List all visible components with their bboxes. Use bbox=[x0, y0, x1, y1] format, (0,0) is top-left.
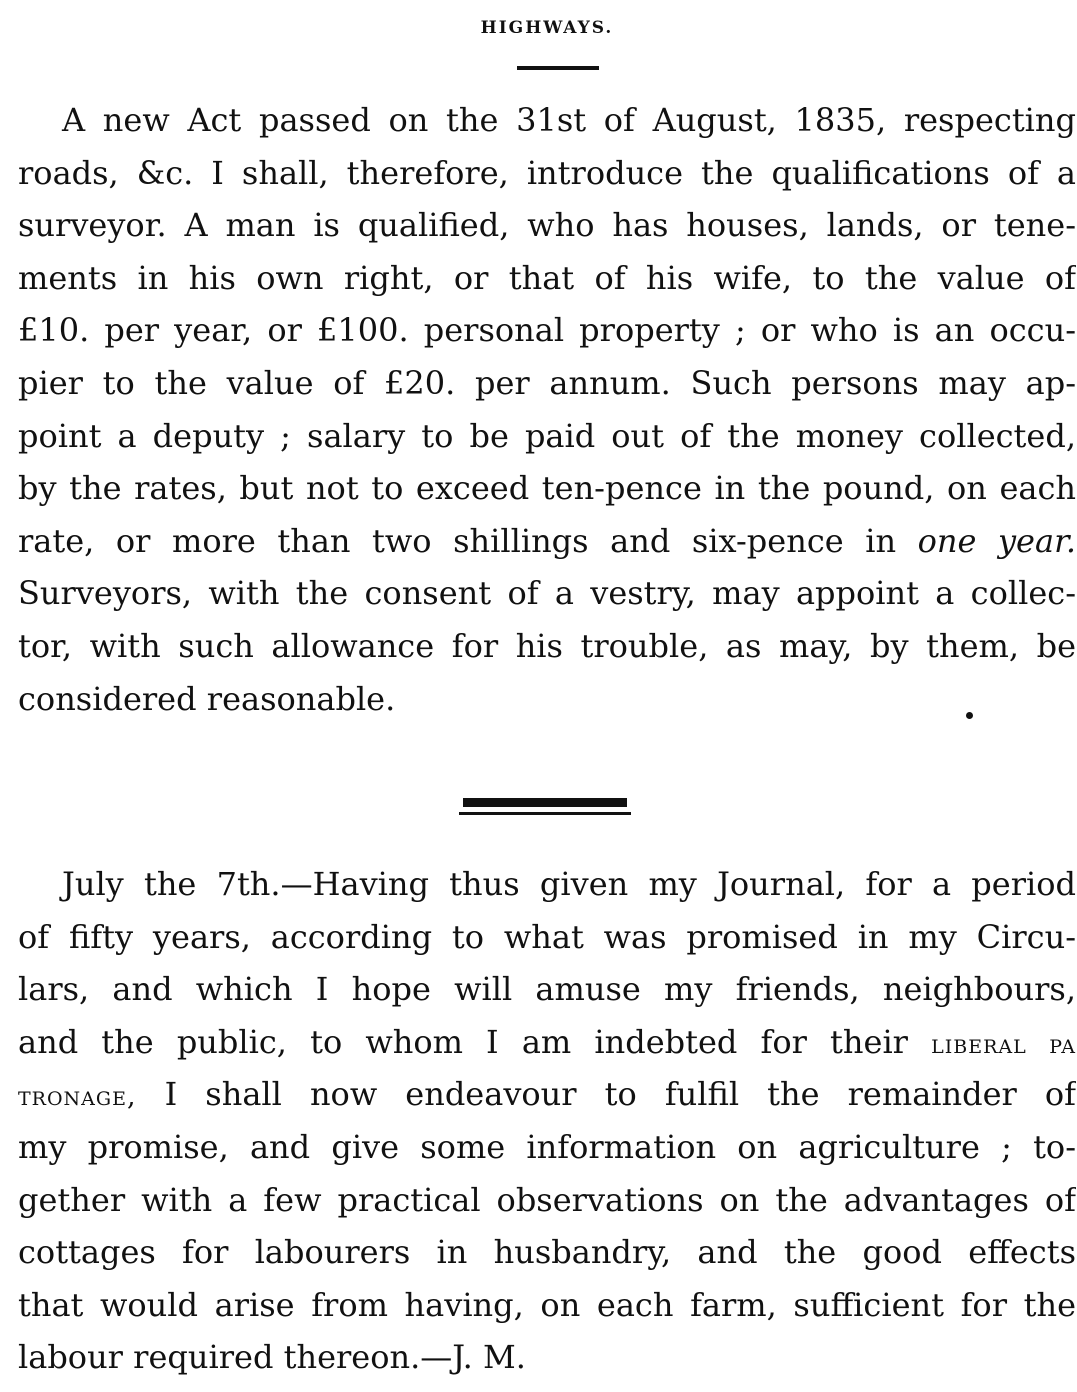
text-line: my promise, and give some information on agriculture ; to- bbox=[18, 1127, 1076, 1166]
text-line: roads, &c. I shall, therefore, introduce the qualifications of a bbox=[18, 153, 1076, 192]
text-line: Surveyors, with the consent of a vestry, may appoint a collec- bbox=[18, 574, 1076, 613]
text-segment: rate, or more than two shillings and six-pence in bbox=[18, 521, 897, 560]
print-speck bbox=[966, 712, 973, 719]
smallcaps-emphasis: tronage, bbox=[18, 1081, 137, 1113]
paragraph-highways bbox=[18, 94, 1076, 725]
text-line: point a deputy ; salary to be paid out of the money collected, bbox=[18, 416, 1076, 455]
text-line: surveyor. A man is qualified, who has houses, lands, or tene- bbox=[18, 206, 1076, 245]
paragraph-journal bbox=[18, 858, 1076, 1384]
text-line: by the rates, but not to exceed ten-pence in the pound, on each bbox=[18, 469, 1076, 508]
text-line: of fifty years, according to what was promised in my Circu- bbox=[18, 917, 1076, 956]
text-line: pier to the value of £20. per annum. Such persons may ap- bbox=[18, 363, 1076, 402]
text-line: ments in his own right, or that of his wife, to the value of bbox=[18, 258, 1076, 297]
italic-emphasis: one year. bbox=[917, 521, 1076, 560]
divider-thick-line bbox=[463, 798, 627, 807]
smallcaps-emphasis: liberal pa bbox=[931, 1028, 1076, 1060]
section-divider bbox=[459, 798, 631, 820]
text-line: considered reasonable. bbox=[18, 679, 396, 718]
text-line-with-italic bbox=[18, 515, 1076, 568]
text-line: tor, with such allowance for his trouble, as may, by them, be bbox=[18, 626, 1076, 665]
text-line-with-smallcaps bbox=[18, 1068, 1076, 1121]
text-line: gether with a few practical observations on the advantages of bbox=[18, 1180, 1076, 1219]
section-heading: HIGHWAYS. bbox=[480, 18, 614, 38]
divider-thin-line bbox=[459, 812, 631, 815]
text-line: July the 7th.—Having thus given my Journal, for a period bbox=[62, 865, 1076, 903]
document-page bbox=[18, 0, 1076, 1392]
text-line: cottages for labourers in husbandry, and the good effects bbox=[18, 1233, 1076, 1272]
text-line: lars, and which I hope will amuse my friends, neighbours, bbox=[18, 970, 1076, 1009]
text-line-with-smallcaps bbox=[18, 1016, 1076, 1069]
heading-rule bbox=[517, 66, 599, 70]
text-segment: and the public, to whom I am indebted for their bbox=[18, 1022, 908, 1061]
text-line: £10. per year, or £100. personal property ; or who is an occu- bbox=[18, 311, 1076, 350]
text-line: that would arise from having, on each farm, sufficient for the bbox=[18, 1285, 1076, 1324]
text-segment: I shall now endeavour to fulfil the remainder of bbox=[164, 1075, 1076, 1114]
text-line: A new Act passed on the 31st of August, 1835, respecting bbox=[62, 101, 1076, 139]
text-line: labour required thereon.—J. M. bbox=[18, 1338, 526, 1377]
